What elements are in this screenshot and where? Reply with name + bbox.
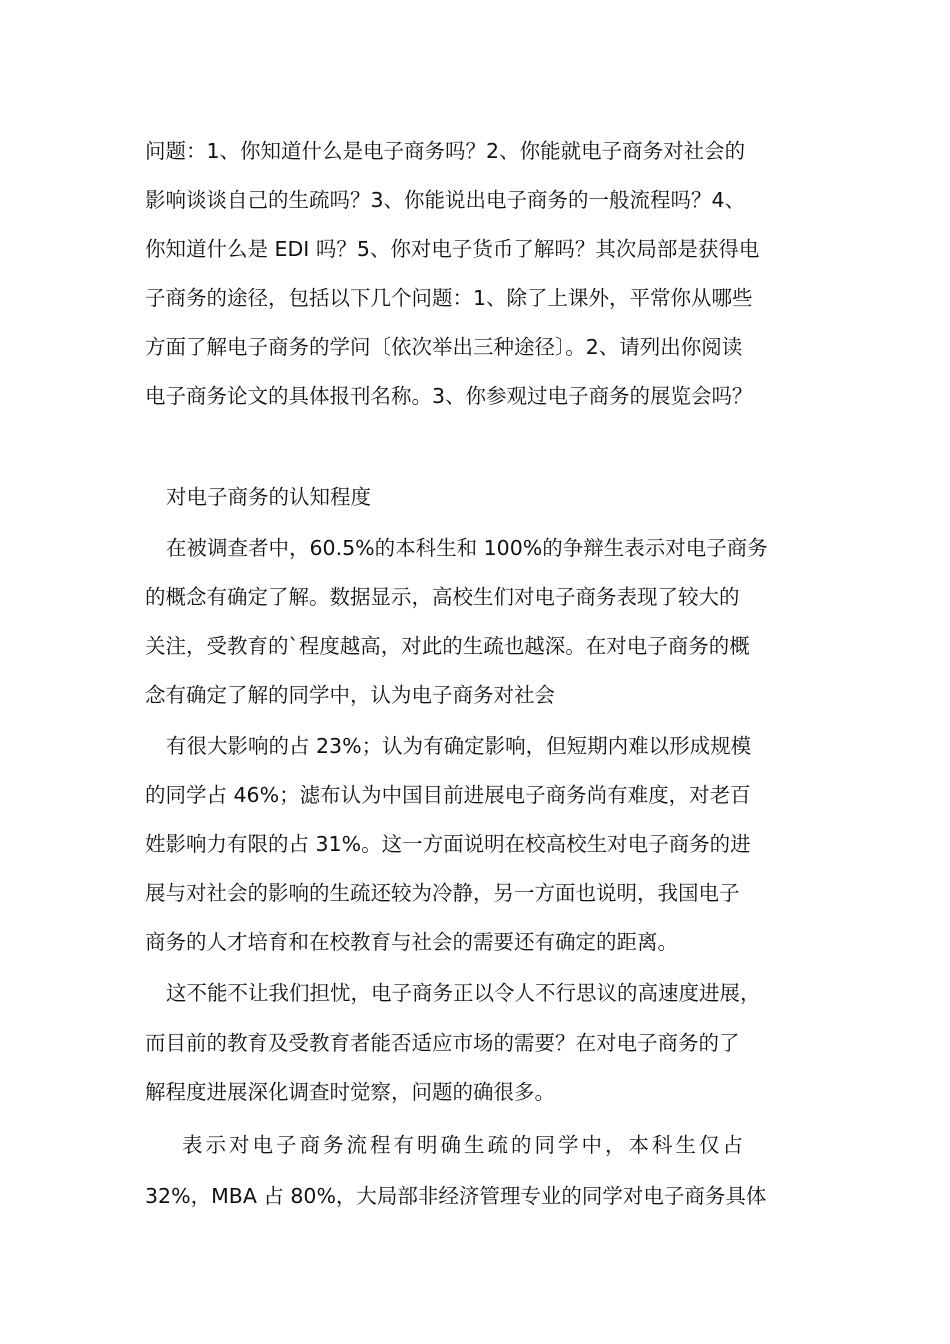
text-line: 关注，受教育的`程度越高，对此的生疏也越深。在对电子商务的概 — [145, 634, 750, 658]
section-heading: 对电子商务的认知程度 — [166, 485, 371, 509]
text-line: 这不能不让我们担忧，电子商务正以令人不行思议的高速度进展， — [166, 981, 761, 1005]
text-line: 解程度进展深化调查时觉察，问题的确很多。 — [145, 1080, 555, 1104]
text-line: 方面了解电子商务的学问〔依次举出三种途径〕。2、请列出你阅读 — [145, 335, 743, 359]
text-line: 表示对电子商务流程有明确生疏的同学中，本科生仅占 — [182, 1133, 746, 1157]
text-line: 你知道什么是 EDI 吗？5、你对电子货币了解吗？其次局部是获得电 — [145, 237, 760, 261]
text-line: 电子商务论文的具体报刊名称。3、你参观过电子商务的展览会吗？ — [145, 384, 753, 408]
text-line: 念有确定了解的同学中，认为电子商务对社会 — [145, 683, 555, 707]
text-line: 影响谈谈自己的生疏吗？3、你能说出电子商务的一般流程吗？4、 — [145, 188, 746, 212]
text-line: 而目前的教育及受教育者能否适应市场的需要？在对电子商务的了 — [145, 1031, 740, 1055]
text-line: 32%，MBA 占 80%，大局部非经济管理专业的同学对电子商务具体 — [145, 1184, 767, 1208]
text-line: 有很大影响的占 23%；认为有确定影响，但短期内难以形成规模 — [166, 734, 752, 758]
text-line: 子商务的途径，包括以下几个问题：1、除了上课外，平常你从哪些 — [145, 286, 753, 310]
text-line: 商务的人才培育和在校教育与社会的需要还有确定的距离。 — [145, 930, 678, 954]
text-line: 姓影响力有限的占 31%。这一方面说明在校高校生对电子商务的进 — [145, 832, 751, 856]
text-line: 的同学占 46%；滤布认为中国目前进展电子商务尚有难度，对老百 — [145, 783, 751, 807]
text-line: 问题：1、你知道什么是电子商务吗？2、你能就电子商务对社会的 — [145, 139, 746, 163]
text-line: 的概念有确定了解。数据显示，高校生们对电子商务表现了较大的 — [145, 585, 740, 609]
text-line: 在被调查者中，60.5%的本科生和 100%的争辩生表示对电子商务 — [166, 536, 768, 560]
text-line: 展与对社会的影响的生疏还较为冷静，另一方面也说明，我国电子 — [145, 881, 740, 905]
